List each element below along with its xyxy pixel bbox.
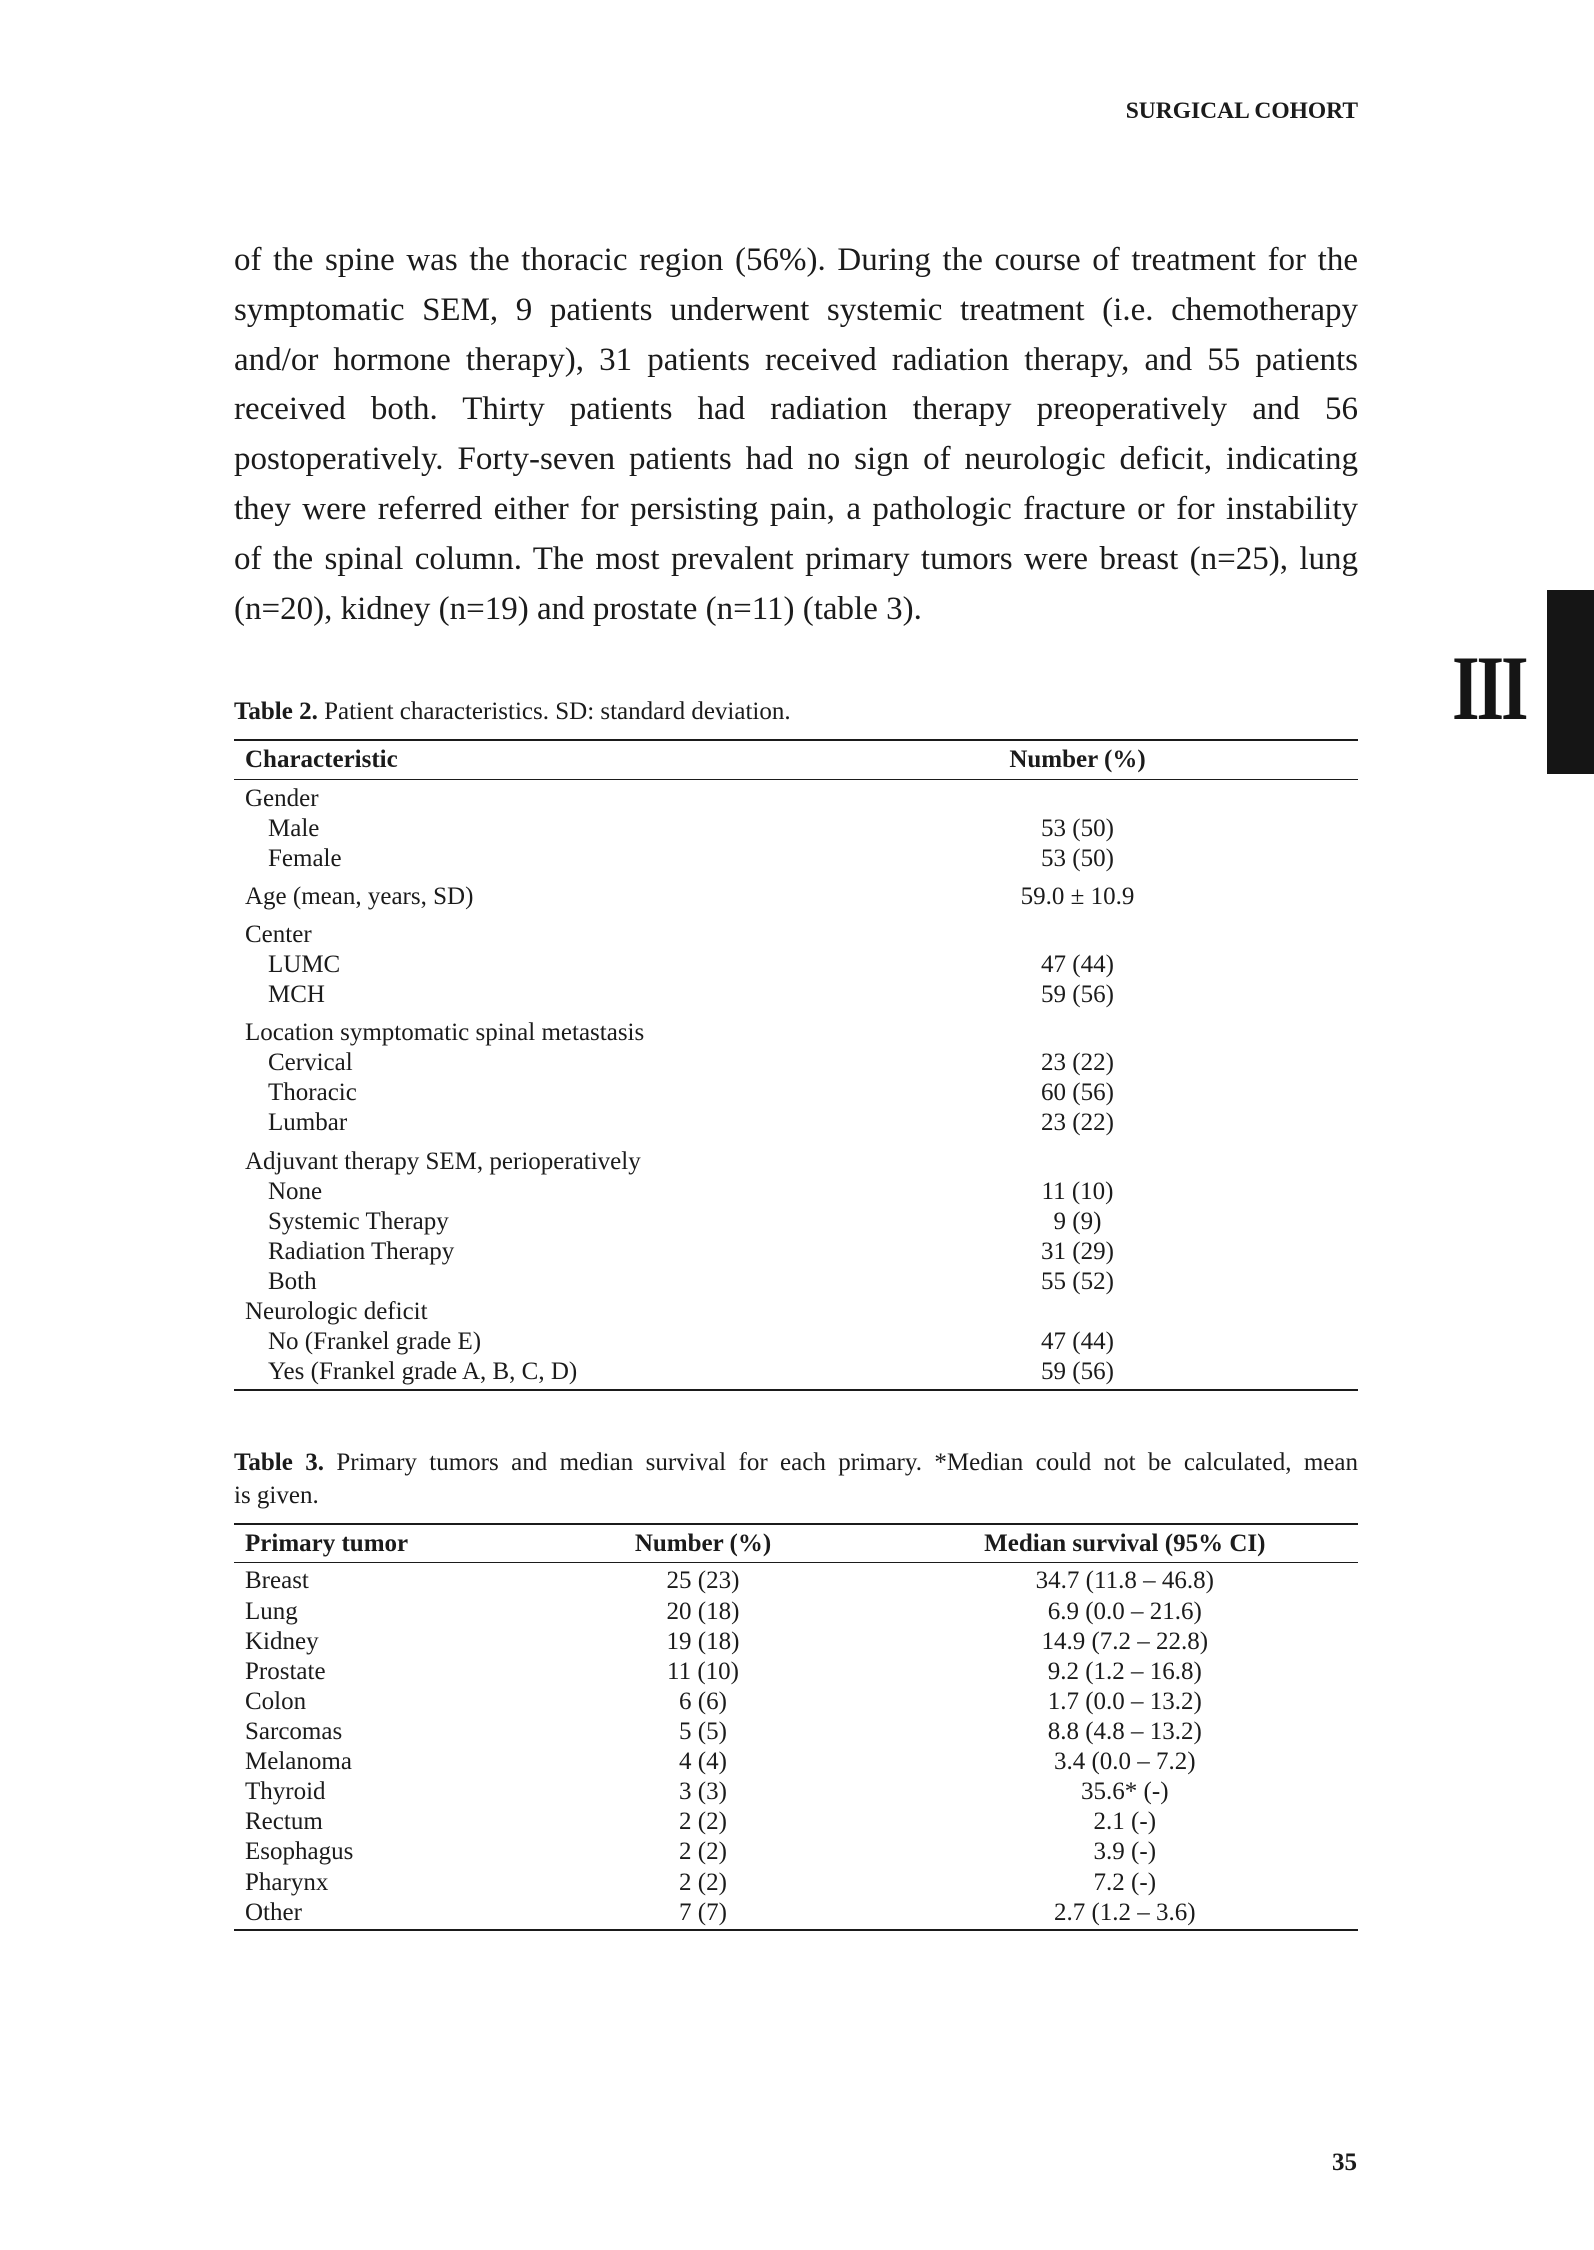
tumor-name: Prostate (245, 1657, 326, 1685)
tumor-number: 2 (2) (679, 1838, 727, 1866)
table-row (234, 1807, 1358, 1837)
row-value: 23 (22) (1041, 1109, 1114, 1137)
row-value: 60 (56) (1041, 1079, 1114, 1107)
group-heading-row (234, 920, 1358, 950)
tumor-name: Colon (245, 1687, 307, 1715)
table2-label: Table 2. (234, 698, 318, 725)
group-heading: Location symptomatic spinal metastasis (245, 1019, 645, 1047)
table3-header-row (234, 1523, 1358, 1563)
median-survival: 2.1 (-) (1093, 1808, 1157, 1836)
median-survival: 8.8 (4.8 – 13.2) (1047, 1718, 1202, 1746)
row-label: LUMC (268, 950, 341, 978)
row-label: Lumbar (268, 1109, 348, 1137)
table-row (234, 814, 1358, 844)
table2-caption-text: Patient characteristics. SD: standard deviation. (324, 698, 791, 725)
tumor-name: Melanoma (245, 1748, 352, 1776)
group-heading: Center (245, 920, 312, 948)
body-line: received both. Thirty patients had radiation therapy preoperatively and 56 (234, 391, 1358, 428)
row-value: 53 (50) (1041, 814, 1114, 842)
column-header-median-survival: Median survival (95% CI) (984, 1530, 1266, 1557)
row-value: 47 (44) (1041, 950, 1114, 978)
group-heading: Neurologic deficit (245, 1298, 428, 1325)
group-gender (234, 784, 1358, 874)
body-line: (n=20), kidney (n=19) and prostate (n=11) (table 3). (234, 590, 922, 627)
table-row (234, 1108, 1358, 1138)
tumor-name: Thyroid (245, 1778, 326, 1806)
tumor-name: Rectum (245, 1808, 323, 1836)
column-header-primary-tumor: Primary tumor (245, 1530, 409, 1557)
row-value: 47 (44) (1041, 1328, 1114, 1356)
table-row (234, 1898, 1358, 1928)
row-value: 59 (56) (1041, 1358, 1114, 1386)
table-row (234, 1747, 1358, 1777)
column-header-characteristic: Characteristic (245, 746, 398, 773)
tumor-number: 5 (5) (679, 1718, 727, 1746)
group-adjuvant-therapy (234, 1147, 1358, 1297)
median-survival: 35.6* (-) (1081, 1778, 1169, 1806)
row-value: 23 (22) (1041, 1049, 1114, 1077)
group-heading: Adjuvant therapy SEM, perioperatively (245, 1147, 641, 1175)
row-value: 59 (56) (1041, 981, 1114, 1009)
row-value: 9 (9) (1053, 1207, 1102, 1235)
group-center (234, 920, 1358, 1010)
tumor-name: Lung (245, 1597, 298, 1625)
table-row (234, 882, 1358, 912)
table3-body (234, 1563, 1358, 1931)
table-row (234, 950, 1358, 980)
row-label: Systemic Therapy (268, 1207, 449, 1235)
row-label: None (268, 1177, 323, 1205)
tumor-name: Pharynx (245, 1868, 329, 1896)
table-row (234, 1267, 1358, 1297)
tumor-number: 6 (6) (679, 1687, 727, 1715)
body-line: symptomatic SEM, 9 patients underwent systemic treatment (i.e. chemotherapy (234, 291, 1358, 328)
row-label: Male (268, 814, 320, 842)
median-survival: 2.7 (1.2 – 3.6) (1053, 1898, 1196, 1926)
table-row (234, 1078, 1358, 1108)
tumor-number: 2 (2) (679, 1868, 727, 1896)
row-label: Radiation Therapy (268, 1237, 455, 1265)
median-survival: 3.4 (0.0 – 7.2) (1053, 1748, 1196, 1776)
table-row (234, 844, 1358, 874)
row-value: 53 (50) (1041, 844, 1114, 872)
tumor-number: 20 (18) (666, 1597, 740, 1625)
row-label: Thoracic (268, 1079, 357, 1107)
running-header: SURGICAL COHORT (1125, 98, 1358, 124)
chapter-tab-bar (1547, 590, 1594, 774)
table3-caption-text: is given. (234, 1482, 319, 1510)
page-number: 35 (1332, 2149, 1357, 2176)
chapter-numeral: III (1452, 637, 1526, 739)
group-age (234, 882, 1358, 912)
table-row (234, 980, 1358, 1010)
row-value: 59.0 ± 10.9 (1020, 882, 1135, 910)
tumor-name: Breast (245, 1567, 309, 1595)
table-row (234, 1687, 1358, 1717)
table-row (234, 1717, 1358, 1747)
table3-caption (234, 1446, 1358, 1513)
row-label: Both (268, 1267, 317, 1295)
table-row (234, 1237, 1358, 1267)
tumor-number: 2 (2) (679, 1808, 727, 1836)
body-line: of the spinal column. The most prevalent primary tumors were breast (n=25), lung (234, 540, 1358, 577)
body-line: postoperatively. Forty-seven patients had no sign of neurologic deficit, indicating (234, 441, 1358, 478)
median-survival: 6.9 (0.0 – 21.6) (1047, 1597, 1202, 1625)
table-row (234, 1327, 1358, 1357)
row-label: Cervical (268, 1049, 353, 1077)
table3 (234, 1523, 1358, 1931)
median-survival: 9.2 (1.2 – 16.8) (1047, 1657, 1202, 1685)
row-value: 11 (10) (1041, 1177, 1114, 1205)
table3-caption-line (234, 1446, 1358, 1479)
table3-label: Table 3. (234, 1449, 324, 1476)
tumor-name: Sarcomas (245, 1718, 343, 1746)
median-survival: 3.9 (-) (1093, 1838, 1157, 1866)
table2-caption (234, 697, 1358, 727)
tumor-name: Kidney (245, 1627, 319, 1655)
row-label: No (Frankel grade E) (268, 1328, 482, 1356)
table2-body (234, 780, 1358, 1391)
group-heading: Age (mean, years, SD) (245, 882, 474, 910)
median-survival: 1.7 (0.0 – 13.2) (1047, 1687, 1202, 1715)
group-heading-row (234, 1018, 1358, 1048)
row-value: 31 (29) (1041, 1237, 1114, 1265)
row-label: MCH (268, 981, 325, 1009)
tumor-number: 11 (10) (667, 1657, 739, 1685)
median-survival: 34.7 (11.8 – 46.8) (1035, 1567, 1214, 1595)
median-survival: 14.9 (7.2 – 22.8) (1041, 1627, 1209, 1655)
body-line: of the spine was the thoracic region (56%). During the course of treatment for the (234, 242, 1358, 278)
table3-caption-line (234, 1479, 1358, 1512)
tumor-number: 3 (3) (679, 1778, 727, 1806)
table-row (234, 1207, 1358, 1237)
median-survival: 7.2 (-) (1093, 1868, 1157, 1896)
tumor-number: 7 (7) (679, 1898, 727, 1926)
column-header-number: Number (%) (1009, 746, 1146, 773)
table-row (234, 1177, 1358, 1207)
group-location (234, 1018, 1358, 1138)
tumor-number: 19 (18) (666, 1627, 740, 1655)
column-header-number: Number (%) (634, 1530, 772, 1557)
table-row (234, 1048, 1358, 1078)
tumor-name: Other (245, 1898, 302, 1926)
table-row (234, 1837, 1358, 1867)
tumor-name: Esophagus (245, 1838, 354, 1866)
table-row (234, 1597, 1358, 1627)
table-row (234, 1657, 1358, 1687)
table3-caption-text: Primary tumors and median survival for each primary. *Median could not be calculated, mean (336, 1449, 1358, 1476)
table2-header-row (234, 739, 1358, 780)
table-row (234, 1868, 1358, 1898)
body-line: they were referred either for persisting pain, a pathologic fracture or for instability (234, 490, 1358, 527)
group-heading-row (234, 1147, 1358, 1177)
table-row (234, 1357, 1358, 1387)
group-heading-row (234, 784, 1358, 814)
table-row (234, 1627, 1358, 1657)
group-neurologic-deficit (234, 1297, 1358, 1387)
table-row (234, 1566, 1358, 1596)
row-label: Female (268, 844, 342, 872)
table2 (234, 739, 1358, 1391)
group-heading-row (234, 1297, 1358, 1327)
group-heading: Gender (245, 784, 319, 812)
tumor-number: 25 (23) (666, 1567, 740, 1595)
tumor-number: 4 (4) (679, 1748, 727, 1776)
body-line: and/or hormone therapy), 31 patients received radiation therapy, and 55 patients (234, 341, 1358, 378)
body-paragraph (234, 236, 1358, 634)
row-value: 55 (52) (1041, 1267, 1114, 1295)
row-label: Yes (Frankel grade A, B, C, D) (268, 1358, 578, 1386)
table-row (234, 1777, 1358, 1807)
